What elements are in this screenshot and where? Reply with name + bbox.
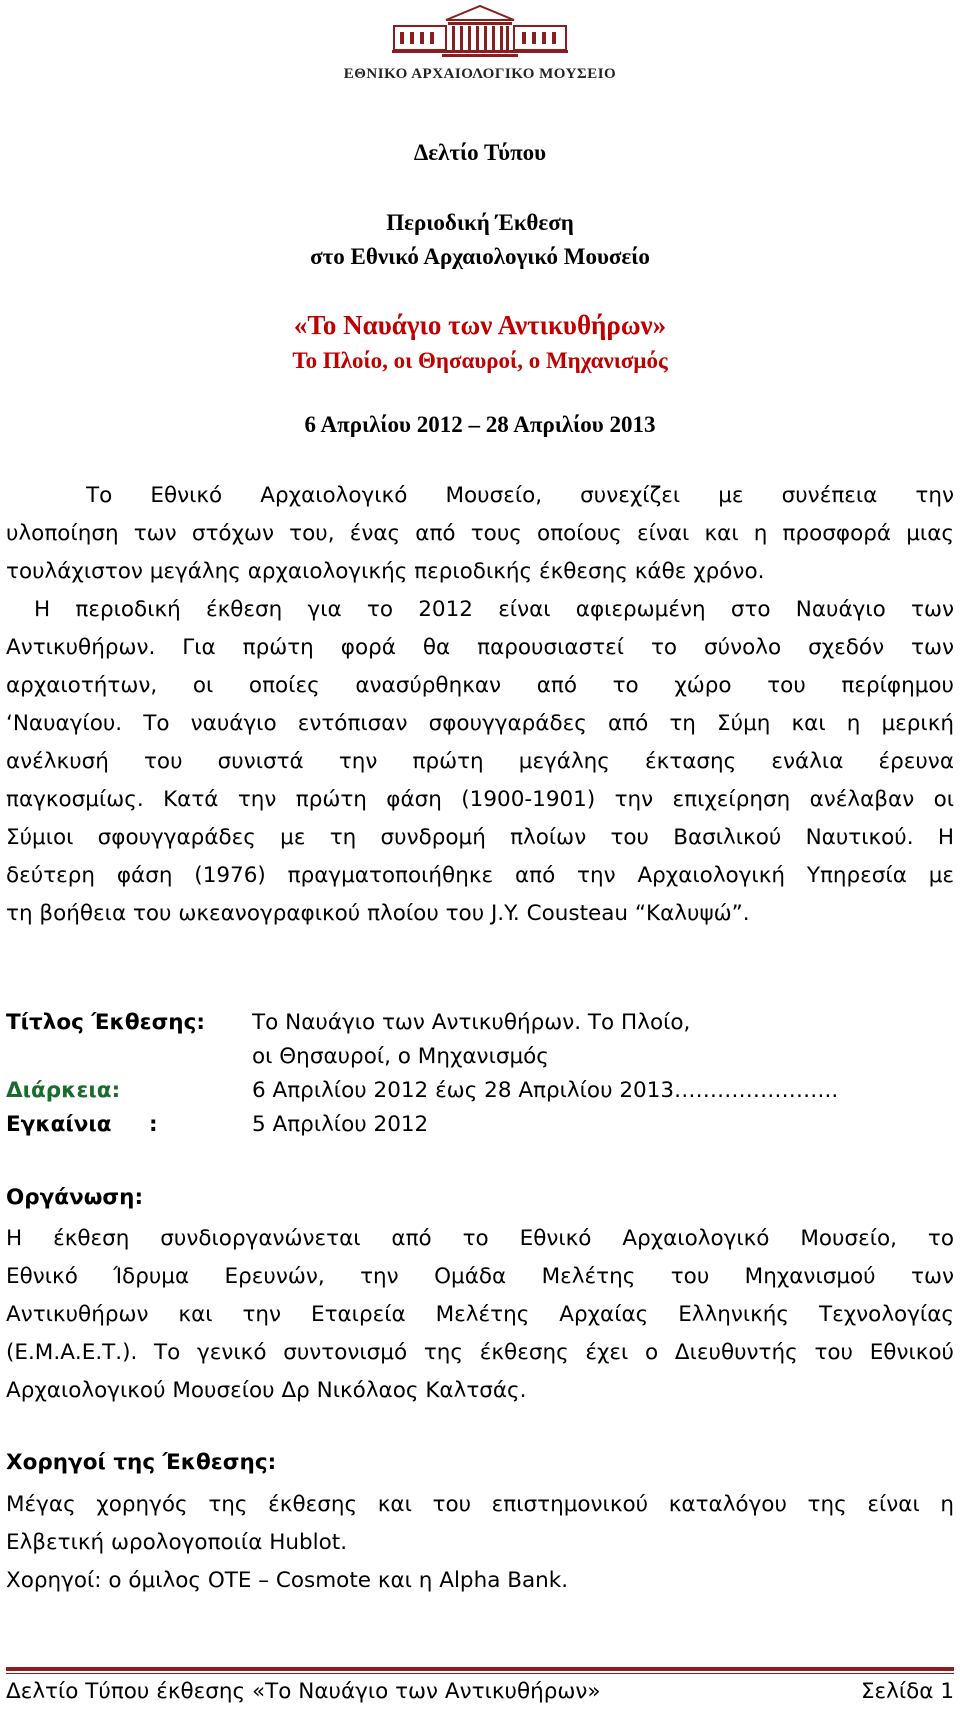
exhibition-location: στο Εθνικό Αρχαιολογικό Μουσείο bbox=[310, 244, 650, 269]
exhibition-subtitle: Το Πλοίο, οι Θησαυροί, ο Μηχανισμός bbox=[292, 348, 668, 373]
paragraph-line: Το Εθνικό Αρχαιολογικό Μουσείο, συνεχίζει με συνέπεια την bbox=[86, 483, 954, 508]
sponsors-paragraph bbox=[6, 1486, 954, 1600]
duration-label: Διάρκεια: bbox=[6, 1078, 121, 1103]
press-release-title: Δελτίο Τύπου bbox=[413, 140, 547, 165]
title-value: Το Ναυάγιο των Αντικυθήρων. Το Πλοίο, bbox=[252, 1010, 691, 1035]
paragraph-line: τουλάχιστον μεγάλης αρχαιολογικής περιοδικής έκθεσης κάθε χρόνο. bbox=[6, 559, 765, 584]
title-label: Τίτλος Έκθεσης: bbox=[6, 1010, 205, 1035]
paragraph-line: ανέλκυσή του συνιστά την πρώτη μεγάλης έκτασης ενάλια έρευνα bbox=[6, 749, 954, 774]
paragraph-line: ‘Ναυαγίου. Το ναυάγιο εντόπισαν σφουγγαράδες από τη Σύμη και η μερική bbox=[6, 711, 954, 736]
museum-name: ΕΘΝΙΚΟ ΑΡΧΑΙΟΛΟΓΙΚΟ ΜΟΥΣΕΙΟ bbox=[343, 66, 617, 82]
opening-label: Εγκαίνια : bbox=[6, 1112, 158, 1137]
footer-rule bbox=[6, 1667, 954, 1671]
exhibition-dates: 6 Απριλίου 2012 – 28 Απριλίου 2013 bbox=[304, 412, 656, 437]
paragraph-line: Ελβετική ωρολογοποιία Hublot. bbox=[6, 1530, 348, 1555]
paragraph-line: υλοποίηση των στόχων του, ένας από τους οποίους είναι και η προσφορά μιας bbox=[6, 521, 954, 546]
museum-building-icon bbox=[340, 2, 620, 64]
paragraph-line: Αντικυθήρων και την Εταιρεία Μελέτης Αρχαίας Ελληνικής Τεχνολογίας bbox=[6, 1302, 954, 1327]
museum-logo bbox=[340, 2, 620, 84]
paragraph-line: αρχαιοτήτων, οι οποίες ανασύρθηκαν από το χώρο του περίφημου bbox=[6, 673, 954, 698]
paragraph-line: Αντικυθήρων. Για πρώτη φορά θα παρουσιαστεί το σύνολο σχεδόν των bbox=[6, 635, 954, 660]
page-footer bbox=[6, 1679, 954, 1711]
other-sponsors: Χορηγοί: ο όμιλος ΟΤΕ – Cosmote και η Alpha Bank. bbox=[6, 1568, 569, 1593]
paragraph-line: Μέγας χορηγός της έκθεσης και του επιστημονικού καταλόγου της είναι η bbox=[6, 1492, 954, 1517]
paragraph-line: Εθνικό Ίδρυμα Ερευνών, την Ομάδα Μελέτης του Μηχανισμού των bbox=[6, 1264, 954, 1289]
sponsors-heading: Χορηγοί της Έκθεσης: bbox=[6, 1450, 277, 1475]
exhibition-name: «Το Ναυάγιο των Αντικυθήρων» bbox=[293, 310, 667, 340]
exhibition-info bbox=[6, 1010, 954, 1145]
intro-paragraph bbox=[6, 477, 954, 933]
opening-value: 5 Απριλίου 2012 bbox=[252, 1112, 429, 1137]
paragraph-line: Αρχαιολογικού Μουσείου Δρ Νικόλαος Καλτσάς. bbox=[6, 1378, 527, 1403]
paragraph-line: τη βοήθεια του ωκεανογραφικού πλοίου του J.Y. Cousteau “Καλυψώ”. bbox=[6, 901, 750, 926]
organization-paragraph bbox=[6, 1220, 954, 1410]
duration-value: 6 Απριλίου 2012 έως 28 Απριλίου 2013………………….. bbox=[252, 1078, 839, 1103]
title-value-cont: οι Θησαυροί, ο Μηχανισμός bbox=[252, 1044, 549, 1069]
footer-rule-thin bbox=[6, 1673, 954, 1674]
page-number: Σελίδα 1 bbox=[860, 1679, 954, 1704]
paragraph-line: παγκοσμίως. Κατά την πρώτη φάση (1900-1901) την επιχείρηση ανέλαβαν οι bbox=[6, 787, 954, 812]
exhibition-type: Περιοδική Έκθεση bbox=[386, 210, 574, 235]
paragraph-line: Η περιοδική έκθεση για το 2012 είναι αφιερωμένη στο Ναυάγιο των bbox=[34, 597, 954, 622]
organization-heading: Οργάνωση: bbox=[6, 1185, 144, 1210]
footer-title: Δελτίο Τύπου έκθεσης «Το Ναυάγιο των Αντικυθήρων» bbox=[6, 1679, 601, 1704]
paragraph-line: Σύμιοι σφουγγαράδες με τη συνδρομή πλοίων του Βασιλικού Ναυτικού. Η bbox=[6, 825, 954, 850]
paragraph-line: Η έκθεση συνδιοργανώνεται από το Εθνικό Αρχαιολογικό Μουσείο, το bbox=[6, 1226, 954, 1251]
paragraph-line: δεύτερη φάση (1976) πραγματοποιήθηκε από την Αρχαιολογική Υπηρεσία με bbox=[6, 863, 954, 888]
paragraph-line: (Ε.Μ.Α.Ε.Τ.). Το γενικό συντονισμό της έκθεσης έχει ο Διευθυντής του Εθνικού bbox=[6, 1340, 954, 1365]
